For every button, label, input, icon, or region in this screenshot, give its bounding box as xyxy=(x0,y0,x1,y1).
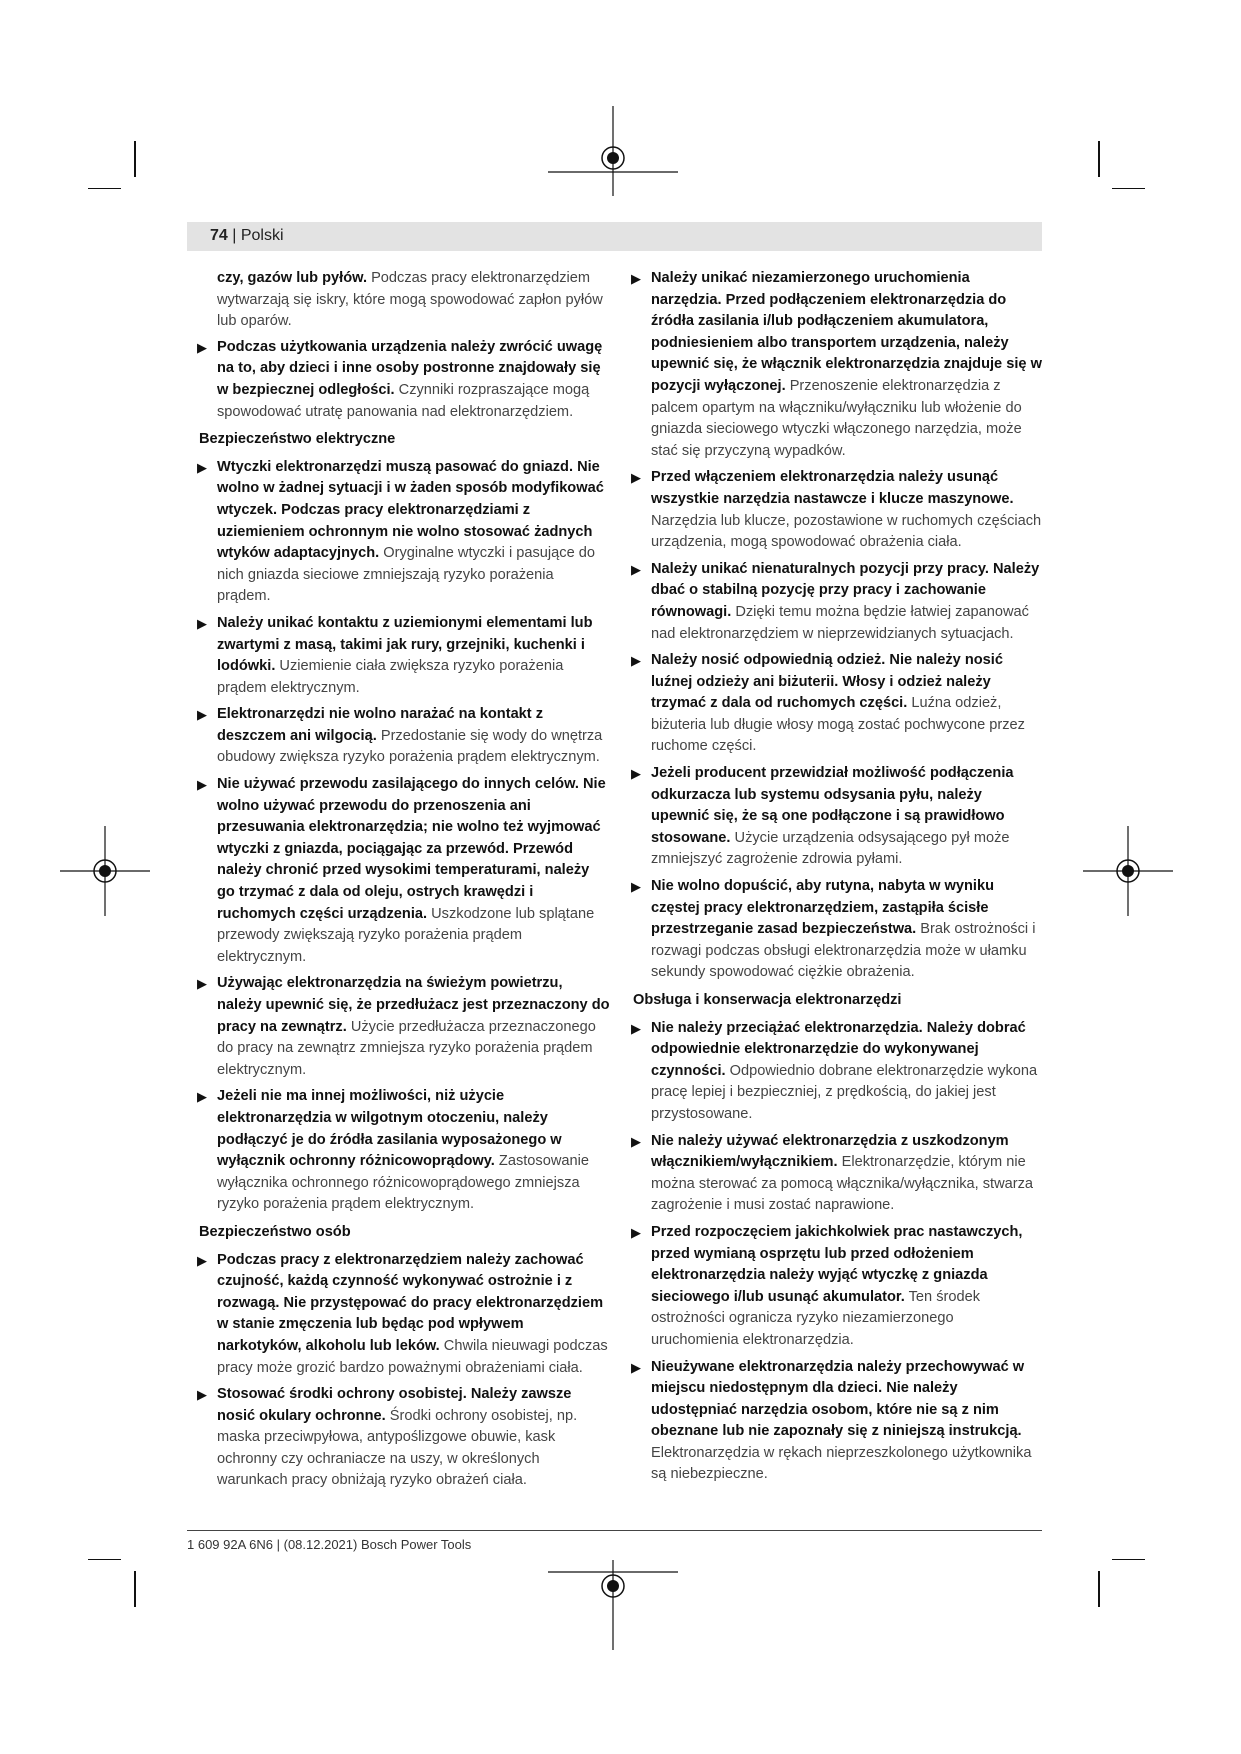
crop-mark xyxy=(134,141,136,177)
list-item: ▶ Nie należy używać elektronarzędzia z uszkodzonym włącznikiem/wyłącznikiem. Elektronarzędzie, którym nie można sterować za pomocą włącznika/wyłącznika, stwarza zagrożenie i musi zostać naprawione. xyxy=(631,1132,1034,1214)
crop-mark xyxy=(1112,188,1145,189)
list-item: ▶ Należy nosić odpowiednią odzież. Nie należy nosić luźnej odzieży ani biżuterii. Włosy i odzież należy trzymać z dala od ruchomych części. Luźna odzież, biżuteria lub długie włosy mogą zostać pochwycone przez ruchome części. xyxy=(631,652,1025,755)
list-item: ▶ Podczas pracy z elektronarzędziem należy zachować czujność, każdą czynność wykonywać ostrożnie i z rozwagą. Nie przystępować do pracy elektronarzędziem w stanie zmęczenia lub będąc pod wpływem narkotyków, alkoholu lub leków. Chwila nieuwagi podczas pracy może grozić bardzo poważnymi obrażeniami ciała. xyxy=(197,1251,608,1376)
list-item: ▶ Nie należy przeciążać elektronarzędzia. Należy dobrać odpowiednie elektronarzędzie do wykonywanej czynności. Odpowiednio dobrane elektronarzędzie wykona pracę lepiej i bezpieczniej, z prędkością, do jakiej jest przystosowane. xyxy=(631,1019,1038,1122)
crop-mark xyxy=(1098,141,1100,177)
bullet-triangle-icon: ▶ xyxy=(631,470,641,486)
registration-mark-left-icon xyxy=(60,826,150,916)
crop-mark xyxy=(134,1571,136,1607)
registration-mark-top-icon xyxy=(548,106,678,196)
bullet-triangle-icon: ▶ xyxy=(631,271,641,286)
list-item: ▶ Przed rozpoczęciem jakichkolwiek prac nastawczych, przed wymianą osprzętu lub przed odłożeniem elektronarzędzia należy wyjąć wtyczkę z gniazda sieciowego i/lub usunąć akumulator. Ten środek ostrożności ogranicza ryzyko niezamierzonego uruchomienia elektronarzędzia. xyxy=(631,1223,1023,1348)
registration-mark-bottom-icon xyxy=(548,1560,678,1650)
list-item: ▶ Należy unikać nienaturalnych pozycji przy pracy. Należy dbać o stabilną pozycję przy pracy i zachowanie równowagi. Dzięki temu można będzie łatwiej zapanować nad elektronarzędziem w nieprzewidzianych sytuacjach. xyxy=(631,560,1040,642)
list-item: ▶ Przed włączeniem elektronarzędzia należy usunąć wszystkie narzędzia nastawcze i klucze maszynowe. Narzędzia lub klucze, pozostawione w ruchomych częściach urządzenia, mogą spowodować obrażenia ciała. xyxy=(631,469,1042,551)
section-heading-people: Bezpieczeństwo osób xyxy=(199,1223,351,1240)
right-column xyxy=(633,268,1043,1491)
list-item: ▶ Elektronarzędzi nie wolno narażać na kontakt z deszczem ani wilgocią. Przedostanie się wody do wnętrza obudowy zwiększa ryzyko porażenia prądem elektrycznym. xyxy=(197,706,603,766)
registration-mark-right-icon xyxy=(1083,826,1173,916)
list-item: ▶ Jeżeli nie ma innej możliwości, niż użycie elektronarzędzia w wilgotnym otoczeniu, należy podłączyć je do źródła zasilania wyposażonego w wyłącznik ochronny różnicowoprądowy. Zastosowanie wyłącznika ochronnego różnicowoprądowego zmniejsza ryzyko porażenia prądem elektrycznym. xyxy=(197,1088,589,1213)
bullet-triangle-icon: ▶ xyxy=(197,707,207,723)
bullet-triangle-icon: ▶ xyxy=(631,561,641,577)
bullet-triangle-icon: ▶ xyxy=(631,879,641,895)
crop-mark xyxy=(88,1559,121,1560)
left-column xyxy=(199,268,611,1497)
list-item: ▶ Nie używać przewodu zasilającego do innych celów. Nie wolno używać przewodu do przenoszenia ani przesuwania elektronarzędzia; nie wolno też wyjmować wtyczki z gniazda, pociągając za przewód. Przewód należy chronić przed wysokimi temperaturami, należy go trzymać z dala od oleju, ostrych krawędzi i ruchomych części urządzenia. Uszkodzone lub splątane przewody zwiększają ryzyko porażenia prądem elektrycznym. xyxy=(197,776,606,965)
crop-mark xyxy=(1112,1559,1145,1560)
crop-mark xyxy=(1098,1571,1100,1607)
crop-mark xyxy=(88,188,121,189)
bullet-triangle-icon: ▶ xyxy=(197,459,207,475)
list-item: ▶ Używając elektronarzędzia na świeżym powietrzu, należy upewnić się, że przedłużacz jest przeznaczony do pracy na zewnątrz. Użycie przedłużacza przeznaczonego do pracy na zewnątrz zmniejsza ryzyko porażenia prądem elektrycznym. xyxy=(197,975,610,1078)
list-item: ▶ Należy unikać kontaktu z uziemionymi elementami lub zwartymi z masą, takimi jak rury, grzejniki, kuchenki i lodówki. Uziemienie ciała zwiększa ryzyko porażenia prądem elektrycznym. xyxy=(197,614,593,696)
header-bar xyxy=(187,222,1042,251)
list-item: ▶ Wtyczki elektronarzędzi muszą pasować do gniazd. Nie wolno w żadnej sytuacji i w żaden sposób modyfikować wtyczek. Podczas pracy elektronarzędziami z uziemieniem ochronnym nie wolno stosować żadnych wtyków adaptacyjnych. Oryginalne wtyczki i pasujące do nich gniazda sieciowe zmniejszają ryzyko porażenia prądem. xyxy=(197,458,604,605)
bullet-triangle-icon: ▶ xyxy=(197,339,207,355)
bullet-triangle-icon: ▶ xyxy=(631,653,641,669)
list-item: ▶ Jeżeli producent przewidział możliwość podłączenia odkurzacza lub systemu odsysania pyłu, należy upewnić się, że są one podłączone i są prawidłowo stosowane. Użycie urządzenia odsysającego pył może zmniejszyć zagrożenie zdrowia pyłami. xyxy=(631,765,1014,868)
bullet-triangle-icon: ▶ xyxy=(197,1387,207,1403)
bullet-triangle-icon: ▶ xyxy=(631,1020,641,1036)
page-number: 74 xyxy=(210,227,228,244)
intro-paragraph: czy, gazów lub pyłów. Podczas pracy elektronarzędziem wytwarzają się iskry, które mogą spowodować zapłon pyłów lub oparów. xyxy=(217,270,603,330)
list-item: ▶ Należy unikać niezamierzonego uruchomienia narzędzia. Przed podłączeniem elektronarzędzia do źródła zasilania i/lub podłączeniem akumulatora, podniesieniem albo transportem urządzenia, należy upewnić się, że włącznik elektronarzędzia znajduje się w pozycji wyłączonej. Przenoszenie elektronarzędzia z palcem opartym na włączniku/wyłączniku lub włożenie do gniazda sieciowego wtyczki włączonego narzędzia, może stać się przyczyną wypadków. xyxy=(631,270,1042,459)
page-footer: 1 609 92A 6N6 | (08.12.2021) Bosch Power Tools xyxy=(187,1537,472,1552)
list-item: ▶ Nieużywane elektronarzędzia należy przechowywać w miejscu niedostępnym dla dzieci. Nie należy udostępniać narzędzia osobom, które nie są z nim obeznane lub nie zapoznały się z niniejszą instrukcją. Elektronarzędzia w rękach nieprzeszkolonego użytkownika są niebezpieczne. xyxy=(631,1358,1032,1483)
footer-divider xyxy=(187,1530,1042,1531)
header-separator: | xyxy=(227,227,241,244)
section-heading-service: Obsługa i konserwacja elektronarzędzi xyxy=(633,992,902,1008)
bullet-triangle-icon: ▶ xyxy=(631,1359,641,1375)
bullet-triangle-icon: ▶ xyxy=(631,1133,641,1149)
bullet-triangle-icon: ▶ xyxy=(197,615,207,631)
bullet-triangle-icon: ▶ xyxy=(197,777,207,793)
bullet-triangle-icon: ▶ xyxy=(197,1252,207,1268)
bullet-triangle-icon: ▶ xyxy=(631,1224,641,1240)
bullet-triangle-icon: ▶ xyxy=(197,976,207,992)
header-language: Polski xyxy=(240,227,284,244)
list-item: ▶ Stosować środki ochrony osobistej. Należy zawsze nosić okulary ochronne. Środki ochrony osobistej, np. maska przeciwpyłowa, antypoślizgowe obuwie, kask ochronny czy ochraniacze na uszy, w określonych warunkach pracy obniżają ryzyko obrażeń ciała. xyxy=(197,1386,578,1489)
bullet-triangle-icon: ▶ xyxy=(631,766,641,782)
page-header xyxy=(210,227,284,245)
section-heading-electric: Bezpieczeństwo elektryczne xyxy=(199,431,396,448)
list-item: ▶ Podczas użytkowania urządzenia należy zwrócić uwagę na to, aby dzieci i inne osoby postronne znajdowały się w bezpiecznej odległości. Czynniki rozpraszające mogą spowodować utratę panowania nad elektronarzędziem. xyxy=(197,338,603,420)
list-item: ▶ Nie wolno dopuścić, aby rutyna, nabyta w wyniku częstej pracy elektronarzędziem, zastąpiła ścisłe przestrzeganie zasad bezpieczeństwa. Brak ostrożności i rozwagi podczas obsługi elektronarzędzia może w ułamku sekundy spowodować ciężkie obrażenia. xyxy=(631,878,1036,981)
bullet-triangle-icon: ▶ xyxy=(197,1089,207,1105)
